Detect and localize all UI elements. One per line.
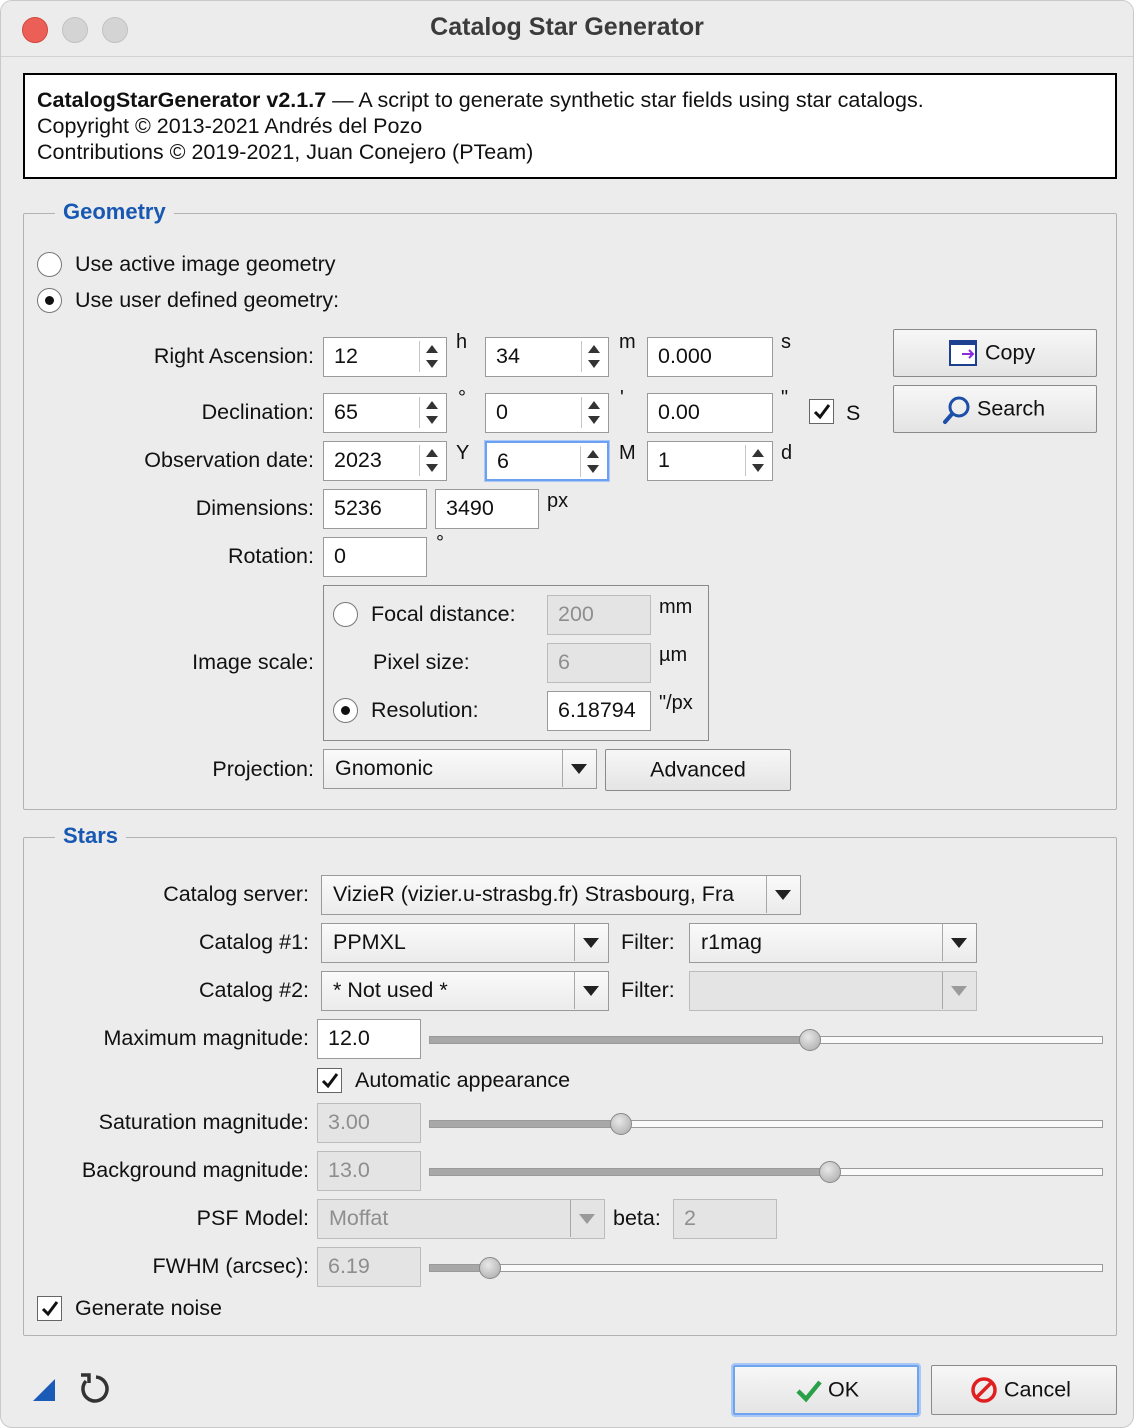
cancel-icon [970,1376,998,1404]
catalog-server-value: VizieR (vizier.u-strasbg.fr) Strasbourg, Fra [333,882,735,906]
date-day-unit: d [781,442,793,464]
filter1-label: Filter: [621,930,675,954]
saturation-magnitude-input[interactable]: 3.00 [317,1103,421,1143]
slider-knob[interactable] [610,1113,632,1135]
info-box [23,73,1117,179]
ra-minutes-spin-arrows[interactable] [581,341,605,372]
slider-knob[interactable] [819,1161,841,1183]
checkmark-icon [795,1379,823,1403]
dec-arcmin-spin-arrows[interactable] [581,397,605,428]
dec-arcsec-input[interactable]: 0.00 [647,393,773,433]
new-instance-icon[interactable] [31,1377,57,1403]
observation-date-label: Observation date: [144,448,314,472]
date-month-unit: M [619,442,636,464]
ra-minutes-value: 34 [496,344,520,368]
window-title: Catalog Star Generator [430,13,704,41]
automatic-appearance-checkbox[interactable] [317,1068,342,1093]
dec-arcsec-unit: " [781,387,789,409]
psf-model-value: Moffat [329,1206,389,1230]
script-description: — A script to generate synthetic star fields using star catalogs. [326,88,924,112]
dec-arcmin-value: 0 [496,400,508,424]
projection-label: Projection: [212,757,314,781]
title-bar [1,1,1133,57]
chevron-down-icon [942,972,976,1009]
chevron-down-icon [766,876,800,913]
use-user-geometry-radio[interactable] [37,288,62,313]
search-icon [942,395,972,425]
background-magnitude-slider[interactable] [429,1168,1103,1176]
catalog2-value: * Not used * [333,978,448,1002]
focal-distance-input[interactable]: 200 [547,595,651,635]
copy-button-label: Copy [985,340,1036,365]
rotation-label: Rotation: [227,544,314,568]
dec-degrees-unit: ° [458,387,466,409]
maximum-magnitude-input[interactable]: 12.0 [317,1019,421,1059]
catalog2-dropdown[interactable] [321,971,609,1011]
date-year-unit: Y [456,442,470,464]
copy-icon [948,339,980,367]
chevron-down-icon [562,750,596,787]
date-day-spinbox[interactable] [647,441,773,481]
stars-group-title: Stars [55,823,126,849]
date-day-spin-arrows[interactable] [745,445,769,476]
checkmark-icon [40,1299,60,1319]
catalog1-value: PPMXL [333,930,406,954]
dimensions-height-input[interactable]: 3490 [435,489,539,529]
advanced-button-label: Advanced [650,757,746,782]
reset-icon[interactable] [77,1371,113,1407]
script-name: CatalogStarGenerator v2.1.7 [37,88,327,112]
fwhm-slider[interactable] [429,1264,1103,1272]
saturation-magnitude-label: Saturation magnitude: [98,1110,309,1134]
use-user-geometry-label: Use user defined geometry: [75,288,340,312]
chevron-down-icon [574,924,608,961]
projection-dropdown[interactable] [323,749,597,789]
search-button-label: Search [977,396,1046,421]
date-year-value: 2023 [334,448,382,472]
ra-hours-spin-arrows[interactable] [419,341,443,372]
filter2-label: Filter: [621,978,675,1002]
dimensions-unit: px [547,490,569,512]
rotation-input[interactable]: 0 [323,537,427,577]
image-scale-label: Image scale: [192,650,314,674]
ra-seconds-input[interactable]: 0.000 [647,337,773,377]
dec-degrees-spinbox[interactable] [323,393,447,433]
fwhm-label: FWHM (arcsec): [152,1254,309,1278]
pixel-size-unit: µm [659,644,688,666]
slider-fill [430,1121,621,1127]
geometry-group-title: Geometry [55,199,174,225]
pixel-size-label: Pixel size: [373,650,470,674]
cancel-button[interactable] [931,1365,1117,1415]
chevron-down-icon [570,1200,604,1237]
background-magnitude-label: Background magnitude: [81,1158,309,1182]
ra-hours-unit: h [456,331,468,353]
search-button[interactable] [893,385,1097,433]
automatic-appearance-label: Automatic appearance [355,1068,571,1092]
slider-fill [430,1169,830,1175]
resolution-input[interactable]: 6.18794 [547,691,651,731]
catalog-server-label: Catalog server: [163,882,309,906]
checkmark-icon [320,1071,340,1091]
catalog-server-dropdown[interactable] [321,875,801,915]
filter1-dropdown[interactable] [689,923,977,963]
ok-button[interactable] [733,1365,919,1415]
date-year-spin-arrows[interactable] [419,445,443,476]
advanced-button[interactable] [605,749,791,791]
psf-model-dropdown[interactable] [317,1199,605,1239]
use-active-geometry-radio[interactable] [37,252,62,277]
ra-minutes-unit: m [619,331,636,353]
saturation-magnitude-slider[interactable] [429,1120,1103,1128]
resolution-radio[interactable] [333,698,358,723]
date-year-spinbox[interactable] [323,441,447,481]
dimensions-width-input[interactable]: 5236 [323,489,427,529]
copyright-text: Copyright © 2013-2021 Andrés del Pozo [37,114,423,138]
contributions-text: Contributions © 2019-2021, Juan Conejero (PTeam) [37,140,534,164]
copy-button[interactable] [893,329,1097,377]
dec-degrees-value: 65 [334,400,358,424]
date-month-value: 6 [497,449,509,473]
dec-arcmin-unit: ' [620,387,624,409]
date-month-spinbox[interactable] [485,441,609,481]
chevron-down-icon [574,972,608,1009]
south-checkbox[interactable] [809,399,834,424]
ra-hours-value: 12 [334,344,358,368]
rotation-unit: ° [436,532,444,554]
beta-label: beta: [613,1206,661,1230]
use-active-geometry-label: Use active image geometry [75,252,336,276]
declination-label: Declination: [201,400,314,424]
maximum-magnitude-label: Maximum magnitude: [103,1026,309,1050]
background-magnitude-input[interactable]: 13.0 [317,1151,421,1191]
focal-distance-label: Focal distance: [371,602,516,626]
date-month-spin-arrows[interactable] [580,446,604,477]
ra-minutes-spinbox[interactable] [485,337,609,377]
ok-button-label: OK [828,1377,860,1402]
catalog1-dropdown[interactable] [321,923,609,963]
resolution-label: Resolution: [371,698,479,722]
generate-noise-checkbox[interactable] [37,1296,62,1321]
pixel-size-input[interactable]: 6 [547,643,651,683]
resolution-unit: "/px [659,692,693,714]
south-label: S [846,401,861,425]
dec-degrees-spin-arrows[interactable] [419,397,443,428]
catalog1-label: Catalog #1: [199,930,309,954]
date-day-value: 1 [658,448,670,472]
ra-seconds-unit: s [781,331,791,353]
right-ascension-label: Right Ascension: [153,344,314,368]
checkmark-icon [812,402,832,422]
generate-noise-label: Generate noise [75,1296,223,1320]
beta-input[interactable]: 2 [673,1199,777,1239]
dec-arcmin-spinbox[interactable] [485,393,609,433]
maximum-magnitude-slider[interactable] [429,1036,1103,1044]
slider-fill [430,1037,810,1043]
ra-hours-spinbox[interactable] [323,337,447,377]
catalog2-label: Catalog #2: [199,978,309,1002]
focal-distance-radio[interactable] [333,602,358,627]
projection-value: Gnomonic [335,756,433,780]
dimensions-label: Dimensions: [195,496,314,520]
fwhm-input[interactable]: 6.19 [317,1247,421,1287]
focal-distance-unit: mm [659,596,693,618]
chevron-down-icon [942,924,976,961]
cancel-button-label: Cancel [1004,1377,1071,1402]
filter2-dropdown[interactable] [689,971,977,1011]
psf-model-label: PSF Model: [196,1206,309,1230]
filter1-value: r1mag [701,930,762,954]
